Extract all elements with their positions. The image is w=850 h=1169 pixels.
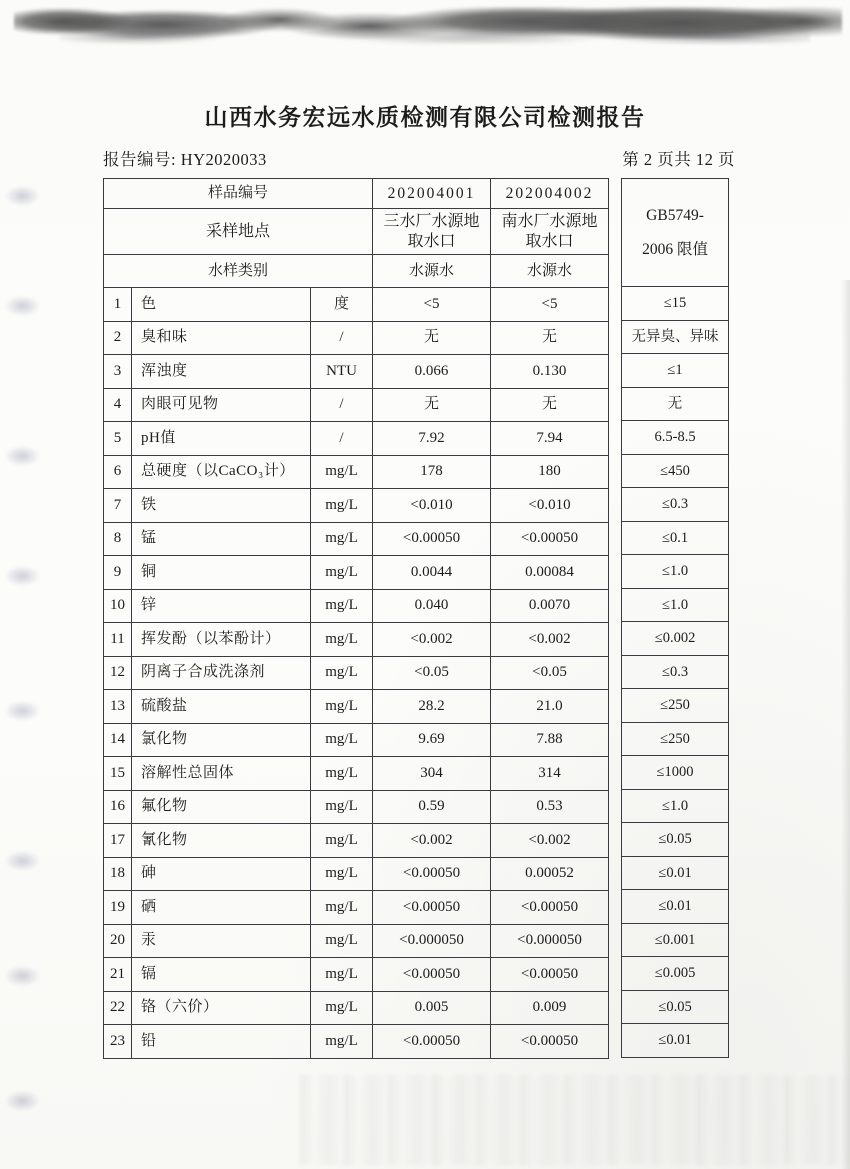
unit-cell: mg/L [311, 556, 373, 590]
report-number-label: 报告编号: [103, 150, 181, 169]
sample1-value-cell: 0.040 [373, 589, 491, 623]
limit-header-row [622, 179, 729, 287]
limit-value-cell: 无异臭、异味 [622, 320, 729, 354]
limit-value-cell: ≤1000 [622, 756, 729, 790]
limit-value-cell: ≤0.05 [622, 823, 729, 857]
limit-table-header [622, 179, 729, 287]
row-number-cell: 2 [104, 321, 132, 355]
table-row [104, 790, 609, 824]
limit-row [622, 990, 729, 1024]
sample1-id-cell: 202004001 [373, 179, 491, 209]
row-number-cell: 4 [104, 388, 132, 422]
sample2-value-cell: 21.0 [491, 690, 609, 724]
unit-cell: mg/L [311, 522, 373, 556]
sample2-value-cell: 0.009 [491, 991, 609, 1025]
sample2-value-cell: <0.00050 [491, 522, 609, 556]
param-cell: 溶解性总固体 [132, 757, 311, 791]
sample1-value-cell: <0.002 [373, 824, 491, 858]
limit-row [622, 588, 729, 622]
scan-artifact-bottom-streaks [300, 1075, 850, 1165]
unit-cell: / [311, 321, 373, 355]
sample-type-row [104, 255, 609, 288]
table-row [104, 1025, 609, 1059]
sample2-value-cell: <0.00050 [491, 891, 609, 925]
sample1-value-cell: <0.00050 [373, 857, 491, 891]
scan-artifact-left-smudge [4, 555, 50, 597]
param-cell: 阴离子合成洗涤剂 [132, 656, 311, 690]
limit-label-line2: 2006 限值 [642, 241, 708, 258]
param-cell: 铜 [132, 556, 311, 590]
limit-row [622, 655, 729, 689]
unit-cell: mg/L [311, 455, 373, 489]
row-number-cell: 1 [104, 288, 132, 322]
limit-row [622, 823, 729, 857]
row-number-cell: 21 [104, 958, 132, 992]
sample1-value-cell: 无 [373, 388, 491, 422]
param-cell: 硒 [132, 891, 311, 925]
sample1-value-cell: <0.05 [373, 656, 491, 690]
sample2-value-cell: <0.002 [491, 623, 609, 657]
sample2-value-cell: 7.94 [491, 422, 609, 456]
unit-cell: mg/L [311, 991, 373, 1025]
main-table-header [104, 179, 609, 288]
table-row [104, 422, 609, 456]
param-cell: 硫酸盐 [132, 690, 311, 724]
table-row [104, 690, 609, 724]
sample1-value-cell: 无 [373, 321, 491, 355]
table-row [104, 355, 609, 389]
sample2-value-cell: <0.010 [491, 489, 609, 523]
unit-cell: mg/L [311, 589, 373, 623]
table-row [104, 455, 609, 489]
sample2-value-cell: 0.53 [491, 790, 609, 824]
sample1-value-cell: 0.066 [373, 355, 491, 389]
table-row [104, 924, 609, 958]
table-row [104, 757, 609, 791]
limit-row [622, 856, 729, 890]
limit-table-body [622, 287, 729, 1058]
unit-cell: mg/L [311, 656, 373, 690]
row-number-cell: 19 [104, 891, 132, 925]
sample1-value-cell: 0.0044 [373, 556, 491, 590]
sample1-value-cell: <0.000050 [373, 924, 491, 958]
unit-cell: mg/L [311, 623, 373, 657]
scan-artifact-left-smudge [4, 955, 50, 997]
param-cell: 浑浊度 [132, 355, 311, 389]
unit-cell: mg/L [311, 924, 373, 958]
table-row [104, 991, 609, 1025]
row-number-cell: 20 [104, 924, 132, 958]
sample1-value-cell: 304 [373, 757, 491, 791]
param-cell: 肉眼可见物 [132, 388, 311, 422]
limit-row [622, 890, 729, 924]
limit-value-cell: 6.5-8.5 [622, 421, 729, 455]
sample2-value-cell: 无 [491, 388, 609, 422]
param-cell: pH值 [132, 422, 311, 456]
param-cell: 臭和味 [132, 321, 311, 355]
table-row [104, 388, 609, 422]
limit-row [622, 555, 729, 589]
row-number-cell: 3 [104, 355, 132, 389]
row-number-cell: 10 [104, 589, 132, 623]
unit-cell: mg/L [311, 958, 373, 992]
sample2-value-cell: <0.00050 [491, 958, 609, 992]
param-cell: 氰化物 [132, 824, 311, 858]
limit-value-cell: ≤15 [622, 287, 729, 321]
report-number-value: HY2020033 [180, 150, 267, 169]
sample1-value-cell: 178 [373, 455, 491, 489]
sample2-value-cell: 180 [491, 455, 609, 489]
sample1-value-cell: 9.69 [373, 723, 491, 757]
row-number-cell: 23 [104, 1025, 132, 1059]
sample1-type-cell: 水源水 [373, 255, 491, 288]
row-number-cell: 17 [104, 824, 132, 858]
param-cell: 铁 [132, 489, 311, 523]
limit-row [622, 454, 729, 488]
main-table [103, 178, 609, 1059]
page-title: 山西水务宏远水质检测有限公司检测报告 [204, 105, 646, 130]
sample2-value-cell: 无 [491, 321, 609, 355]
limit-row [622, 421, 729, 455]
page-indicator: 第 2 页共 12 页 [622, 150, 735, 169]
limit-row [622, 1024, 729, 1058]
sample2-value-cell: 0.0070 [491, 589, 609, 623]
sample2-id-cell: 202004002 [491, 179, 609, 209]
sample2-value-cell: 7.88 [491, 723, 609, 757]
results-table-area [103, 178, 729, 1059]
row-number-cell: 16 [104, 790, 132, 824]
sample2-value-cell: <0.000050 [491, 924, 609, 958]
limit-value-cell: ≤1.0 [622, 588, 729, 622]
row-number-cell: 9 [104, 556, 132, 590]
limit-value-cell: ≤0.01 [622, 1024, 729, 1058]
table-row [104, 723, 609, 757]
param-cell: 镉 [132, 958, 311, 992]
unit-cell: mg/L [311, 824, 373, 858]
sample1-value-cell: 0.005 [373, 991, 491, 1025]
table-row [104, 656, 609, 690]
table-row [104, 857, 609, 891]
unit-cell: / [311, 388, 373, 422]
sample2-value-cell: <5 [491, 288, 609, 322]
limit-value-cell: ≤0.002 [622, 622, 729, 656]
limit-row [622, 354, 729, 388]
limit-row [622, 521, 729, 555]
sample1-value-cell: <0.010 [373, 489, 491, 523]
limit-value-cell: ≤0.005 [622, 957, 729, 991]
row-number-cell: 8 [104, 522, 132, 556]
unit-cell: NTU [311, 355, 373, 389]
sample2-value-cell: <0.05 [491, 656, 609, 690]
sample1-value-cell: <5 [373, 288, 491, 322]
limit-row [622, 923, 729, 957]
unit-cell: / [311, 422, 373, 456]
sample1-value-cell: <0.00050 [373, 522, 491, 556]
scan-artifact-top-smear [60, 30, 810, 44]
table-row [104, 824, 609, 858]
limit-value-cell: ≤0.01 [622, 890, 729, 924]
sample1-value-cell: <0.00050 [373, 891, 491, 925]
sampling-site-label-cell: 采样地点 [104, 209, 373, 255]
limit-value-cell: ≤0.3 [622, 655, 729, 689]
sample1-value-cell: 28.2 [373, 690, 491, 724]
table-row [104, 522, 609, 556]
sample2-type-cell: 水源水 [491, 255, 609, 288]
sample2-value-cell: <0.002 [491, 824, 609, 858]
sample1-value-cell: 7.92 [373, 422, 491, 456]
row-number-cell: 18 [104, 857, 132, 891]
limit-value-cell: ≤0.05 [622, 990, 729, 1024]
scan-artifact-left-smudge [4, 1080, 50, 1122]
unit-cell: mg/L [311, 891, 373, 925]
sample2-site-cell: 南水厂水源地取水口 [491, 209, 609, 255]
sample2-value-cell: 0.130 [491, 355, 609, 389]
sample-id-label-cell: 样品编号 [104, 179, 373, 209]
table-row [104, 623, 609, 657]
unit-cell: mg/L [311, 857, 373, 891]
row-number-cell: 13 [104, 690, 132, 724]
unit-cell: mg/L [311, 723, 373, 757]
sample1-value-cell: <0.00050 [373, 1025, 491, 1059]
sample2-value-cell: 0.00084 [491, 556, 609, 590]
limit-value-cell: 无 [622, 387, 729, 421]
param-cell: 挥发酚（以苯酚计） [132, 623, 311, 657]
row-number-cell: 15 [104, 757, 132, 791]
sample-id-row [104, 179, 609, 209]
limit-row [622, 387, 729, 421]
sample-type-label-cell: 水样类别 [104, 255, 373, 288]
param-cell: 锰 [132, 522, 311, 556]
unit-cell: mg/L [311, 790, 373, 824]
scan-artifact-left-smudge [4, 840, 50, 882]
unit-cell: mg/L [311, 489, 373, 523]
limit-label-line1: GB5749- [646, 206, 704, 224]
sample2-value-cell: 314 [491, 757, 609, 791]
limit-value-cell: ≤250 [622, 689, 729, 723]
param-cell: 总硬度（以CaCO₃计） [132, 455, 311, 489]
report-number [103, 146, 267, 170]
limit-header-cell [622, 179, 729, 287]
limit-value-cell: ≤1 [622, 354, 729, 388]
sample1-value-cell: 0.59 [373, 790, 491, 824]
main-table-body [104, 288, 609, 1059]
limit-value-cell: ≤0.3 [622, 488, 729, 522]
limit-value-cell: ≤0.1 [622, 521, 729, 555]
table-row [104, 891, 609, 925]
row-number-cell: 5 [104, 422, 132, 456]
param-cell: 铬（六价） [132, 991, 311, 1025]
sampling-site-row [104, 209, 609, 255]
table-row [104, 958, 609, 992]
table-row [104, 321, 609, 355]
limit-value-cell: ≤0.001 [622, 923, 729, 957]
scan-artifact-left-smudge [4, 285, 50, 327]
param-cell: 铅 [132, 1025, 311, 1059]
sample1-value-cell: <0.00050 [373, 958, 491, 992]
sample2-value-cell: <0.00050 [491, 1025, 609, 1059]
limit-value-cell: ≤0.01 [622, 856, 729, 890]
row-number-cell: 22 [104, 991, 132, 1025]
limit-row [622, 722, 729, 756]
param-cell: 色 [132, 288, 311, 322]
limit-row [622, 622, 729, 656]
limit-row [622, 957, 729, 991]
limit-table [621, 178, 729, 1058]
sample1-site-cell: 三水厂水源地取水口 [373, 209, 491, 255]
unit-cell: mg/L [311, 690, 373, 724]
sample2-value-cell: 0.00052 [491, 857, 609, 891]
limit-row [622, 689, 729, 723]
table-row [104, 288, 609, 322]
param-cell: 氯化物 [132, 723, 311, 757]
param-cell: 砷 [132, 857, 311, 891]
unit-cell: mg/L [311, 1025, 373, 1059]
limit-value-cell: ≤250 [622, 722, 729, 756]
scan-artifact-right-edge [841, 280, 850, 1169]
param-cell: 锌 [132, 589, 311, 623]
table-row [104, 589, 609, 623]
unit-cell: 度 [311, 288, 373, 322]
table-row [104, 489, 609, 523]
limit-row [622, 789, 729, 823]
row-number-cell: 12 [104, 656, 132, 690]
scan-artifact-left-smudge [4, 175, 50, 217]
limit-row [622, 488, 729, 522]
row-number-cell: 11 [104, 623, 132, 657]
sample1-value-cell: <0.002 [373, 623, 491, 657]
row-number-cell: 7 [104, 489, 132, 523]
report-meta-row [103, 146, 735, 170]
limit-value-cell: ≤1.0 [622, 555, 729, 589]
row-number-cell: 14 [104, 723, 132, 757]
param-cell: 氟化物 [132, 790, 311, 824]
scan-artifact-left-smudge [4, 690, 50, 732]
limit-row [622, 287, 729, 321]
row-number-cell: 6 [104, 455, 132, 489]
limit-value-cell: ≤1.0 [622, 789, 729, 823]
limit-value-cell: ≤450 [622, 454, 729, 488]
scan-artifact-left-smudge [4, 435, 50, 477]
limit-row [622, 756, 729, 790]
unit-cell: mg/L [311, 757, 373, 791]
limit-row [622, 320, 729, 354]
param-cell: 汞 [132, 924, 311, 958]
table-row [104, 556, 609, 590]
